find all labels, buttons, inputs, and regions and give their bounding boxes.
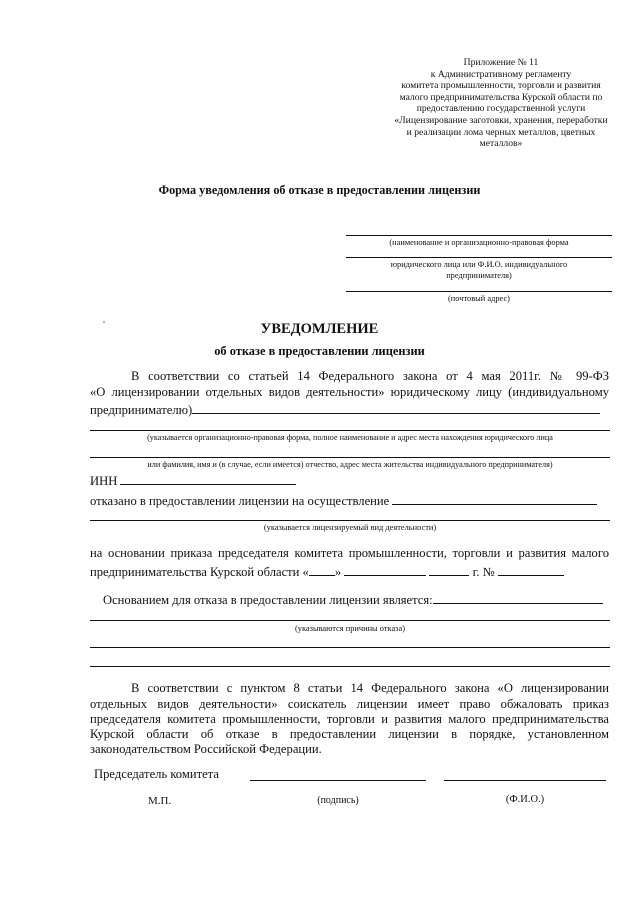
para1-caption-1: (указывается организационно-правовая форма, полное наименование и адрес места нахождения юридического лица [147,433,553,442]
reason-text: Основанием для отказа в предоставлении лицензии является: [103,593,433,607]
refusal-row [90,491,610,509]
addressee-name-line [346,235,612,236]
order-day-line [309,562,335,576]
reason-line-4 [90,666,610,667]
para1-caption-2: или фамилия, имя и (в случае, если имеется) отчество, адрес места жительства индивидуального предпринимателя) [147,460,553,469]
notice-title: УВЕДОМЛЕНИЕ [260,321,379,337]
appeal-line1: В соответствии с пунктом 8 статьи 14 Федерального закона «О лицензировании [131,681,609,695]
appendix-line: и реализации лома черных металлов, цветных [406,126,596,138]
appeal-line3: председателя комитета промышленности, торговли и развития малого предпринимательства [90,712,609,726]
addressee-caption-1: (наименование и организационно-правовая форма [389,238,569,247]
appendix-line: предоставлению государственной услуги [416,103,586,115]
order-number-line [498,562,564,576]
basis-quote-close: » [334,565,342,579]
addressee-caption-2a: юридического лица или Ф.И.О. индивидуального [390,260,568,269]
para1-line1: В соответствии со статьей 14 Федерального закона от 4 мая 2011г. № 99-ФЗ [131,369,609,383]
signature-caption: (подпись) [317,795,359,806]
inn-row [90,471,390,489]
reason-row [103,590,613,608]
appendix-line: малого предпринимательства Курской области по [399,91,603,103]
refusal-caption: (указывается лицензируемый вид деятельности) [263,523,437,532]
inn-fill-line [120,471,296,485]
addressee-address-line [346,291,612,292]
signature-line [250,780,426,781]
fio-caption: (Ф.И.О.) [505,794,545,805]
addressee-form-line [346,257,612,258]
fio-line [444,780,606,781]
basis-line2-prefix: предпринимательства Курской области « [90,565,309,579]
appeal-line5: законодательством Российской Федерации. [90,742,322,756]
appendix-line: Приложение № 11 [463,57,539,68]
order-month-line [344,562,426,576]
applicant-line-3 [90,457,610,458]
activity-fill-line [392,491,597,505]
appendix-line: металлов» [479,138,523,150]
form-title: Форма уведомления об отказе в предоставлении лицензии [158,183,481,197]
para1-line3-text: предпринимателю) [90,403,193,417]
applicant-fill-line [192,400,600,414]
para1-line3 [90,400,609,418]
para1-line2: «О лицензировании отдельных видов деятельности» юридическому лицу (индивидуальному [90,385,609,399]
activity-line-2 [90,520,610,521]
basis-line1: на основании приказа председателя комитета промышленности, торговли и развития малого [90,546,609,560]
appeal-line2: отдельных видов деятельности» соискатель лицензии имеет право обжаловать приказ [90,697,609,711]
reason-caption: (указываются причины отказа) [295,624,405,633]
basis-year-suffix: г. № [472,565,495,579]
addressee-caption-2b: предпринимателя) [446,271,512,280]
addressee-caption-3: (почтовый адрес) [448,294,510,303]
notice-subtitle: об отказе в предоставлении лицензии [214,344,425,358]
reason-line-3 [90,647,610,648]
basis-line2 [90,562,610,580]
order-year-line [429,562,469,576]
reason-line-2 [90,620,610,621]
appeal-line4: Курской области об отказе в предоставлении лицензии в порядке, установленном [90,727,609,741]
appendix-line: комитета промышленности, торговли и развития [401,80,601,92]
refusal-text: отказано в предоставлении лицензии на осуществление [90,494,390,508]
applicant-line-2 [90,430,610,431]
chairman-label: Председатель комитета [94,767,219,781]
reason-fill-line [433,590,603,604]
stamp-label: М.П. [148,795,172,807]
appendix-block [370,57,632,150]
inn-label: ИНН [90,474,118,488]
appendix-line: «Лицензирование заготовки, хранения, переработки [394,114,608,126]
appendix-line: к Административному регламенту [430,68,572,80]
